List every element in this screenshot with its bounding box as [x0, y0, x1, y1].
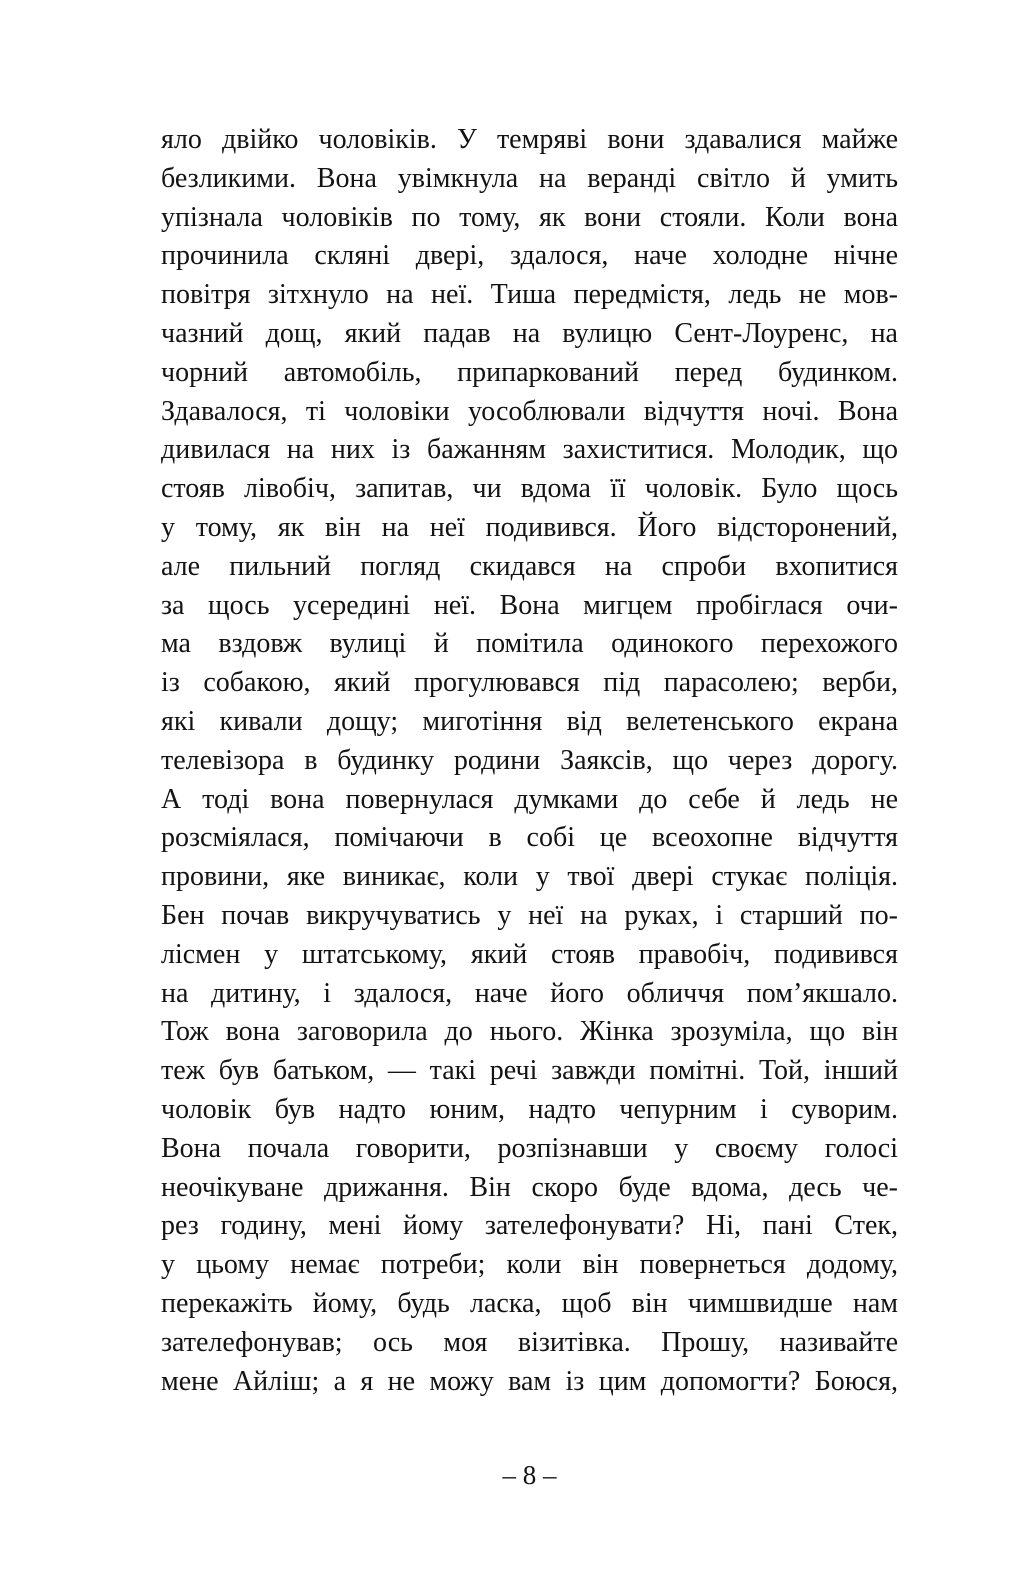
text-line: перекажіть йому, будь ласка, щоб він чимшвидше нам — [161, 1287, 898, 1319]
text-line: розсміялася, помічаючи в собі це всеохопне відчуття — [161, 822, 898, 854]
text-line: Бен почав викручуватись у неї на руках, і старший по- — [161, 899, 898, 931]
text-line: рез годину, мені йому зателефонувати? Ні, пані Стек, — [161, 1210, 898, 1242]
text-line: але пильний погляд скидався на спроби вхопитися — [161, 550, 898, 582]
text-line: на дитину, і здалося, наче його обличчя пом’якшало. — [161, 977, 898, 1009]
text-line: прочинила скляні двері, здалося, наче холодне нічне — [161, 240, 898, 272]
text-line: у цьому немає потреби; коли він повернеться додому, — [161, 1249, 898, 1281]
text-line: чоловік був надто юним, надто чепурним і суворим. — [161, 1093, 898, 1125]
text-line: повітря зітхнуло на неї. Тиша передмістя, ледь не мов- — [161, 279, 898, 311]
text-line: провини, яке виникає, коли у твої двері стукає поліція. — [161, 861, 898, 893]
text-line: безликими. Вона увімкнула на веранді світло й умить — [161, 162, 898, 194]
text-line: Вона почала говорити, розпізнавши у своєму голосі — [161, 1132, 898, 1164]
text-line: лісмен у штатському, який стояв правобіч, подивився — [161, 938, 898, 970]
text-line: за щось усередині неї. Вона мигцем пробіглася очи- — [161, 589, 898, 621]
text-line: із собакою, який прогулювався під парасолею; верби, — [161, 667, 898, 699]
text-line: неочікуване дрижання. Він скоро буде вдома, десь че- — [161, 1171, 898, 1203]
page-number: – 8 – — [502, 1460, 557, 1490]
text-line: Здавалося, ті чоловіки уособлювали відчуття ночі. Вона — [161, 395, 898, 427]
text-line: чорний автомобіль, припаркований перед будинком. — [161, 356, 898, 388]
text-line: А тоді вона повернулася думками до себе й ледь не — [161, 783, 898, 815]
text-line: стояв лівобіч, запитав, чи вдома її чоловік. Було щось — [161, 473, 898, 505]
text-line: телевізора в будинку родини Заяксів, що через дорогу. — [161, 744, 898, 776]
text-line: які кивали дощу; миготіння від велетенського екрана — [161, 705, 898, 737]
text-line: дивилася на них із бажанням захиститися. Молодик, що — [161, 434, 898, 466]
text-line: теж був батьком, — такі речі завжди помітні. Той, інший — [161, 1055, 898, 1087]
body-text — [161, 121, 898, 1401]
text-line: Тож вона заговорила до нього. Жінка зрозуміла, що він — [161, 1016, 898, 1048]
text-line: зателефонував; ось моя візитівка. Прошу, називайте — [161, 1326, 898, 1358]
text-line: ма вздовж вулиці й помітила одинокого перехожого — [161, 628, 898, 660]
text-line: чазний дощ, який падав на вулицю Сент-Лоуренс, на — [161, 317, 898, 349]
text-line: у тому, як він на неї подивився. Його відсторонений, — [161, 511, 898, 543]
text-line: упізнала чоловіків по тому, як вони стояли. Коли вона — [161, 201, 898, 233]
text-line: мене Айліш; а я не можу вам із цим допомогти? Боюся, — [161, 1365, 898, 1397]
text-line: яло двійко чоловіків. У темряві вони здавалися майже — [161, 124, 898, 155]
